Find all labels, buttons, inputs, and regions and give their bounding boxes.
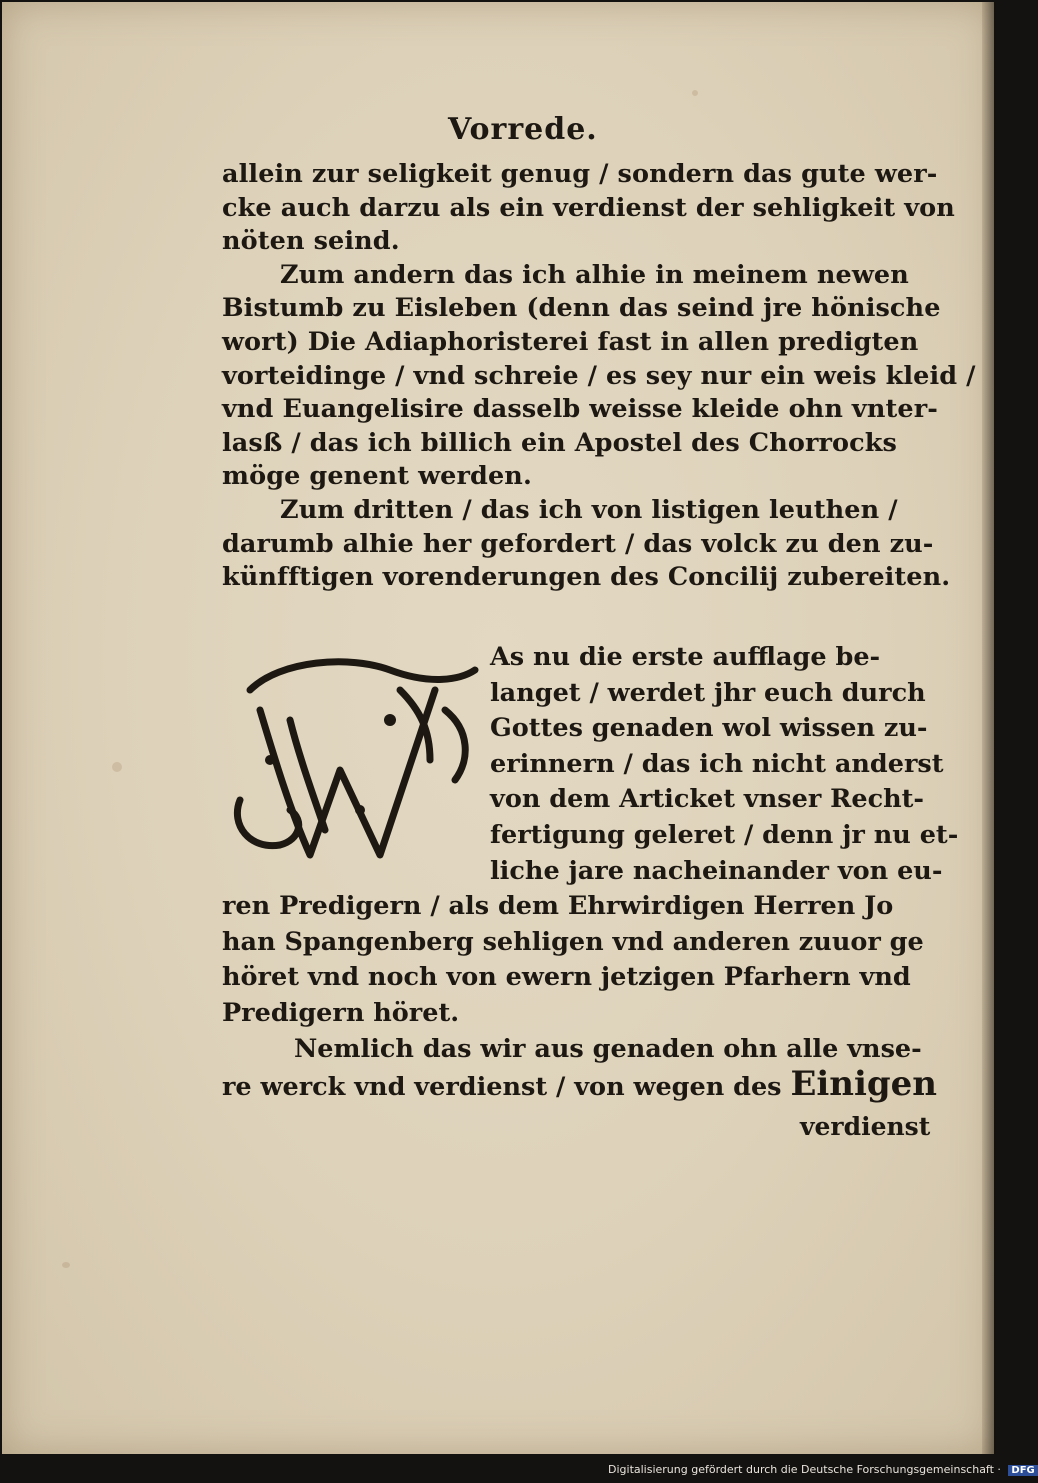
footer-text: Digitalisierung gefördert durch die Deutsche Forschungsgemeinschaft ·	[608, 1463, 1001, 1476]
text-block-bottom	[222, 640, 959, 1105]
text-line: As nu die erste aufflage be-	[490, 642, 881, 672]
text-line: erinnern / das ich nicht anderst	[490, 748, 944, 779]
paper-stain	[692, 90, 698, 96]
text-line: nöten seind.	[222, 226, 400, 257]
text-line: han Spangenberg sehligen vnd anderen zuuor ge	[222, 926, 924, 957]
text-line: vnd Euangelisire dasselb weisse kleide ohn vnter-	[222, 394, 938, 425]
text-line: Gottes genaden wol wissen zu-	[490, 713, 928, 744]
text-line: langet / werdet jhr euch durch	[490, 677, 926, 708]
text-line: Nemlich das wir aus genaden ohn alle vnse-	[294, 1033, 922, 1064]
text-line: allein zur seligkeit genug / sondern das gute wer-	[222, 159, 938, 189]
text-line: höret vnd noch von ewern jetzigen Pfarhern vnd	[222, 962, 911, 993]
text-line: lasß / das ich billich ein Apostel des Chorrocks	[222, 427, 897, 458]
text-line: Bistumb zu Eisleben (denn das seind jre hönische	[222, 293, 941, 324]
text-line: Zum dritten / das ich von listigen leuthen /	[280, 494, 898, 525]
text-fragment: re werck vnd verdienst / von wegen des	[222, 1072, 782, 1103]
text-line: darumb alhie her gefordert / das volck zu den zu-	[222, 528, 934, 559]
page-heading: Vorrede.	[448, 112, 598, 147]
text-line: ren Predigern / als dem Ehrwirdigen Herren Jo	[222, 891, 894, 922]
dfg-logo: DFG	[1008, 1465, 1037, 1476]
digitization-footer	[608, 1463, 1038, 1476]
text-line: möge genent werden.	[222, 461, 532, 492]
paper-stain	[62, 1262, 70, 1268]
paper-stain	[112, 762, 122, 772]
text-line	[222, 1064, 938, 1105]
emphasized-word: Einigen	[790, 1064, 938, 1105]
catchword: verdienst	[800, 1112, 931, 1141]
text-block-top	[222, 158, 976, 595]
text-line: cke auch darzu als ein verdienst der sehligkeit von	[222, 192, 955, 223]
text-line: liche jare nacheinander von eu-	[490, 855, 943, 886]
text-line: von dem Articket vnser Recht-	[490, 784, 925, 815]
text-line: vorteidinge / vnd schreie / es sey nur ein weis kleid /	[222, 360, 976, 391]
text-line: Zum andern das ich alhie in meinem newen	[280, 259, 909, 290]
page-edge-shadow	[982, 2, 996, 1454]
text-line: künfftigen vorenderungen des Concilij zubereiten.	[222, 562, 951, 593]
text-line: wort) Die Adiaphoristerei fast in allen predigten	[222, 326, 919, 357]
text-line: fertigung geleret / denn jr nu et-	[490, 819, 959, 850]
text-line: Predigern höret.	[222, 997, 460, 1028]
